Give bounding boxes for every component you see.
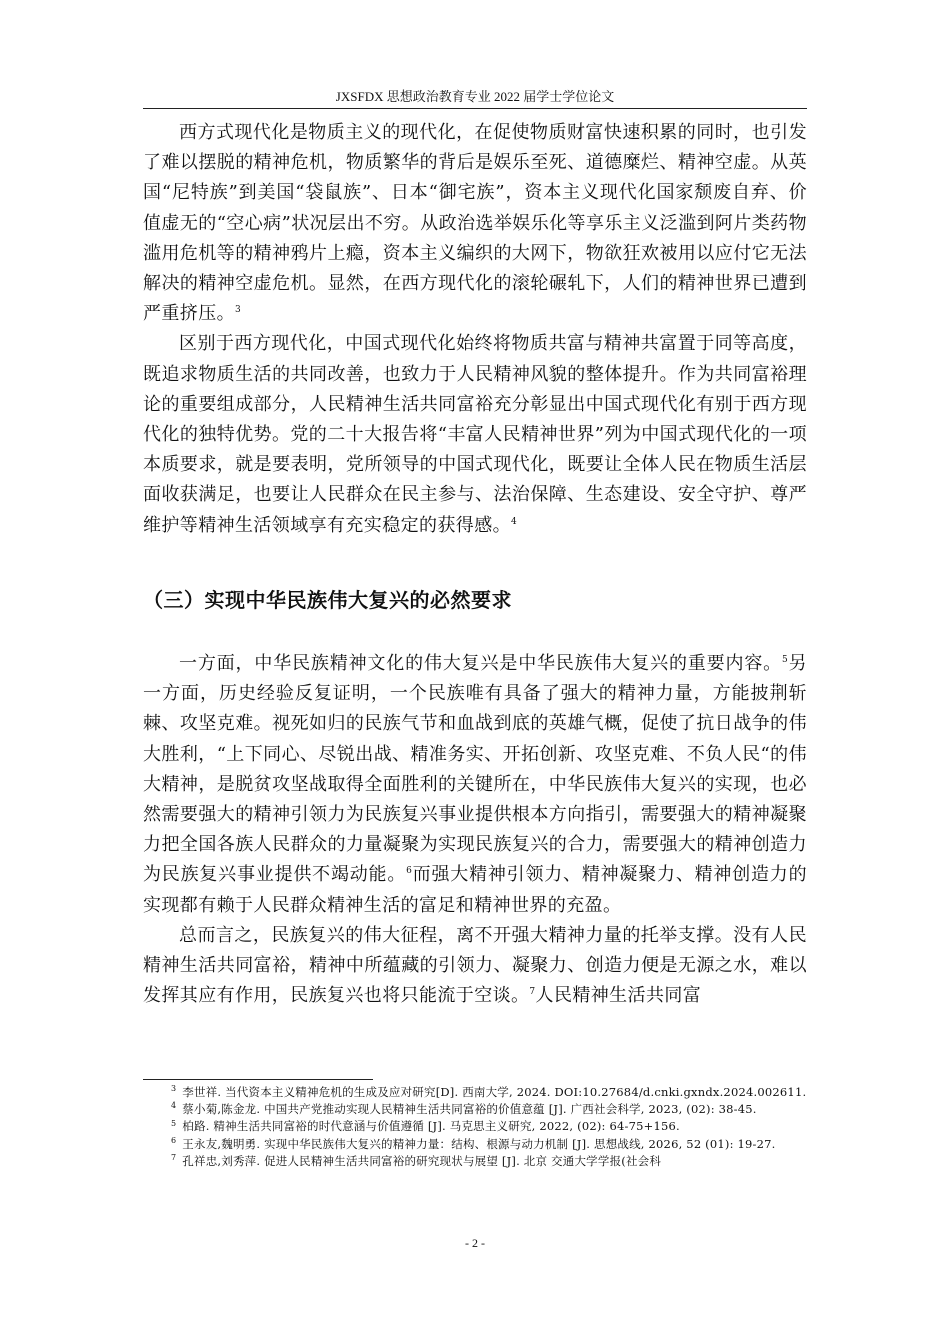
running-header: JXSFDX 思想政治教育专业 2022 届学士学位论文	[335, 89, 615, 104]
footnote-ref-7[interactable]: 7	[529, 987, 536, 998]
paragraph-national-rejuvenation: 一方面，中华民族精神文化的伟大复兴是中华民族伟大复兴的重要内容。$^5$另一方面，历史经验反复证明，一个民族唯有具备了强大的精神力量，方能披荆斩棘、攻坚克难。视死如归的民族气节和血战到底的英雄气概，促使了抗日战争的伟大胜利，“上下同心、尽锐出战、精准务实、开拓创新、攻坚克难、不负人民“的伟大精神，是脱贫攻坚战取得全面胜利的关键所在，中华民族伟大复兴的实现，也必然需要强大的精神引领力为民族复兴事业提供根本方向指引，需要强大的精神凝聚力把全国各族人民群众的力量凝聚为实现民族复兴的合力，需要强大的精神创造力为民族复兴事业提供不竭动能。$^6$而强大精神引领力、精神凝聚力、精神创造力的实现都有赖于人民群众精神生活的富足和精神世界的充盈。	[143, 653, 808, 916]
footnote-4: $^4$ 蔡小菊,陈金龙. 中国共产党推动实现人民精神生活共同富裕的价值意蕴 [J]. 广西社会科学, 2023, (02): 38-45.	[171, 1101, 757, 1117]
header-rule	[143, 108, 807, 109]
footnote-3: $^3$ 李世祥. 当代资本主义精神危机的生成及应对研究[D]. 西南大学, 2024. DOI:10.27684/d.cnki.gxndx.2024.002611.	[171, 1084, 807, 1099]
section-heading: （三）实现中华民族伟大复兴的必然要求	[143, 588, 512, 612]
footnote-6: $^6$ 王永友,魏明勇. 实现中华民族伟大复兴的精神力量：结构、根源与动力机制 [J]. 思想战线, 2026, 52 (01): 19-27.	[171, 1135, 776, 1151]
paragraph-chinese-modernization: 区别于西方现代化，中国式现代化始终将物质共富与精神共富置于同等高度，既追求物质生活的共同改善，也致力于人民精神风貌的整体提升。作为共同富裕理论的重要组成部分，人民精神生活共同富裕充分彰显出中国式现代化有别于西方现代化的独特优势。党的二十大报告将“丰富人民精神世界”列为中国式现代化的一项本质要求，就是要表明，党所领导的中国式现代化，既要让全体人民在物质生活层面收获满足，也要让人民群众在民主参与、法治保障、生态建设、安全守护、尊严维护等精神生活领域享有充实稳定的获得感。$^4$	[143, 333, 807, 536]
footnote-ref-6[interactable]: 6	[406, 866, 413, 877]
paragraph-western-modernization: 西方式现代化是物质主义的现代化，在促使物质财富快速积累的同时，也引发了难以摆脱的精神危机，物质繁华的背后是娱乐至死、道德糜烂、精神空虚。从英国“尼特族”到美国“袋鼠族”、日本“御宅族”，资本主义现代化国家颓废自弃、价值虚无的“空心病”状况层出不穷。从政治选举娱乐化等享乐主义泛滥到阿片类药物滥用危机等的精神鸦片上瘾，资本主义编织的大网下，物欲狂欢被用以应付它无法解决的精神空虚危机。显然，在西方现代化的滚轮碾轧下，人们的精神世界已遭到严重挤压。$^3$	[143, 122, 807, 325]
footnote-ref-3[interactable]: 3	[235, 305, 242, 316]
paragraph-conclusion: 总而言之，民族复兴的伟大征程，离不开强大精神力量的托举支撑。没有人民精神生活共同富裕，精神中所蕴藏的引领力、凝聚力、创造力便是无源之水，难以发挥其应有作用，民族复兴也将只能流于空谈。$^7$人民精神生活共同富	[143, 924, 807, 1007]
footnote-5: $^5$ 柏路. 精神生活共同富裕的时代意涵与价值遵循 [J]. 马克思主义研究, 2022, (02): 64-75+156.	[171, 1118, 680, 1134]
body-section-bottom	[143, 649, 807, 1011]
page-number: - 2 -	[465, 1236, 485, 1250]
body-section-top	[143, 118, 807, 541]
footnote-7: $^7$ 孔祥忠,刘秀萍. 促进人民精神生活共同富裕的研究现状与展望 [J]. 北京 交通大学学报(社会科	[171, 1152, 662, 1168]
footnotes	[143, 1084, 807, 1170]
footnote-ref-5[interactable]: 5	[782, 655, 789, 665]
footnote-separator	[143, 1079, 373, 1080]
footnote-ref-4[interactable]: 4	[511, 516, 518, 527]
